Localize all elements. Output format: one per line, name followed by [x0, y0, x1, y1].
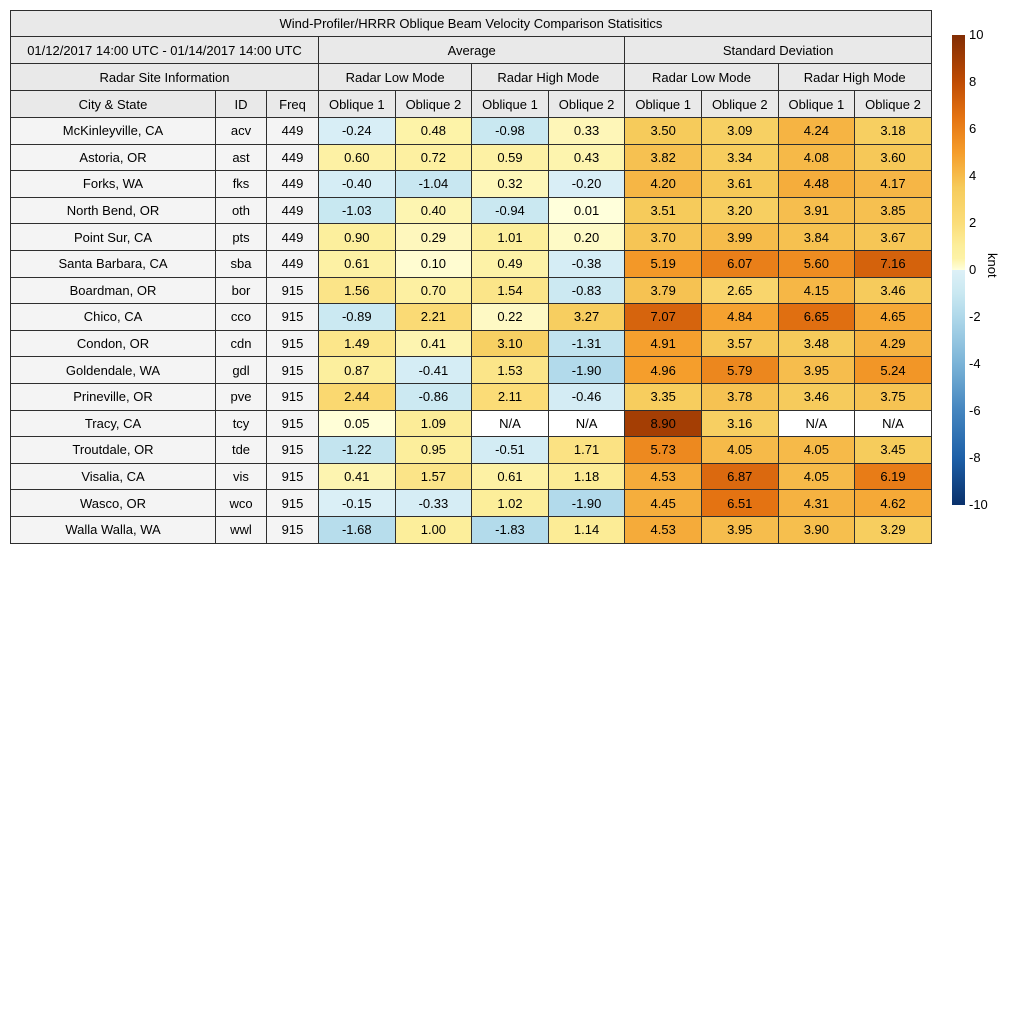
- value-cell: N/A: [778, 410, 855, 437]
- value-cell: 3.48: [778, 330, 855, 357]
- value-cell: 2.65: [701, 277, 778, 304]
- oblique-column-header: Oblique 1: [778, 91, 855, 118]
- table-row: [11, 516, 932, 543]
- period-cell: 01/12/2017 14:00 UTC - 01/14/2017 14:00 UTC: [11, 37, 319, 64]
- freq-cell: 449: [267, 171, 319, 198]
- value-cell: 5.24: [855, 357, 932, 384]
- mode-header-std-high: Radar High Mode: [778, 64, 931, 91]
- value-cell: -0.41: [395, 357, 472, 384]
- site-id-cell: cdn: [216, 330, 267, 357]
- value-cell: 5.19: [625, 250, 702, 277]
- value-cell: 3.50: [625, 118, 702, 145]
- value-cell: -1.22: [319, 437, 396, 464]
- site-id-cell: vis: [216, 463, 267, 490]
- group-header-average: Average: [319, 37, 625, 64]
- site-id-cell: pve: [216, 383, 267, 410]
- value-cell: 6.51: [701, 490, 778, 517]
- oblique-column-header: Oblique 2: [395, 91, 472, 118]
- value-cell: 2.44: [319, 383, 396, 410]
- value-cell: 3.60: [855, 144, 932, 171]
- value-cell: -0.38: [548, 250, 625, 277]
- freq-cell: 449: [267, 118, 319, 145]
- value-cell: 3.70: [625, 224, 702, 251]
- value-cell: 0.10: [395, 250, 472, 277]
- value-cell: -0.94: [472, 197, 549, 224]
- value-cell: 3.34: [701, 144, 778, 171]
- value-cell: 6.87: [701, 463, 778, 490]
- value-cell: -0.98: [472, 118, 549, 145]
- site-id-cell: acv: [216, 118, 267, 145]
- colorbar-gradient: [952, 35, 965, 505]
- value-cell: 0.01: [548, 197, 625, 224]
- colorbar: [952, 27, 1024, 512]
- value-cell: 0.48: [395, 118, 472, 145]
- value-cell: -1.90: [548, 357, 625, 384]
- value-cell: 3.20: [701, 197, 778, 224]
- value-cell: 3.75: [855, 383, 932, 410]
- city-state-cell: Point Sur, CA: [11, 224, 216, 251]
- value-cell: 1.14: [548, 516, 625, 543]
- value-cell: -0.46: [548, 383, 625, 410]
- site-id-cell: gdl: [216, 357, 267, 384]
- oblique-column-header: Oblique 1: [625, 91, 702, 118]
- value-cell: -1.31: [548, 330, 625, 357]
- value-cell: 0.29: [395, 224, 472, 251]
- value-cell: -0.40: [319, 171, 396, 198]
- value-cell: 0.20: [548, 224, 625, 251]
- value-cell: 4.29: [855, 330, 932, 357]
- city-state-cell: Astoria, OR: [11, 144, 216, 171]
- colorbar-tick-label: -4: [969, 356, 981, 371]
- value-cell: 6.19: [855, 463, 932, 490]
- value-cell: -1.68: [319, 516, 396, 543]
- freq-cell: 915: [267, 437, 319, 464]
- value-cell: -0.51: [472, 437, 549, 464]
- mode-header-std-low: Radar Low Mode: [625, 64, 778, 91]
- value-cell: 2.21: [395, 304, 472, 331]
- value-cell: 8.90: [625, 410, 702, 437]
- group-header-standard-deviation: Standard Deviation: [625, 37, 931, 64]
- value-cell: 4.31: [778, 490, 855, 517]
- table-row: [11, 197, 932, 224]
- table-row: [11, 437, 932, 464]
- city-state-cell: Chico, CA: [11, 304, 216, 331]
- radar-site-information-header: Radar Site Information: [11, 64, 319, 91]
- table-body: [11, 118, 932, 544]
- table-row: [11, 383, 932, 410]
- value-cell: 0.33: [548, 118, 625, 145]
- colorbar-unit-label: knot: [985, 253, 1000, 278]
- value-cell: 0.41: [319, 463, 396, 490]
- table-row: [11, 144, 932, 171]
- city-state-cell: Goldendale, WA: [11, 357, 216, 384]
- value-cell: 0.40: [395, 197, 472, 224]
- site-id-cell: tde: [216, 437, 267, 464]
- value-cell: 3.91: [778, 197, 855, 224]
- value-cell: 3.46: [855, 277, 932, 304]
- value-cell: 7.16: [855, 250, 932, 277]
- value-cell: -0.15: [319, 490, 396, 517]
- value-cell: 3.79: [625, 277, 702, 304]
- value-cell: 0.41: [395, 330, 472, 357]
- table-row: [11, 463, 932, 490]
- value-cell: 1.02: [472, 490, 549, 517]
- colorbar-tick-label: -2: [969, 309, 981, 324]
- value-cell: 3.90: [778, 516, 855, 543]
- freq-cell: 915: [267, 304, 319, 331]
- table-row: [11, 277, 932, 304]
- freq-cell: 915: [267, 357, 319, 384]
- freq-cell: 915: [267, 490, 319, 517]
- value-cell: 3.99: [701, 224, 778, 251]
- value-cell: 3.95: [778, 357, 855, 384]
- freq-column-header: Freq: [267, 91, 319, 118]
- group-header-row: [11, 37, 932, 64]
- table-row: [11, 118, 932, 145]
- value-cell: 3.84: [778, 224, 855, 251]
- table-row: [11, 490, 932, 517]
- site-id-cell: oth: [216, 197, 267, 224]
- value-cell: 3.85: [855, 197, 932, 224]
- value-cell: 0.95: [395, 437, 472, 464]
- colorbar-tick-label: 2: [969, 215, 977, 230]
- value-cell: 3.67: [855, 224, 932, 251]
- value-cell: 1.71: [548, 437, 625, 464]
- value-cell: -1.83: [472, 516, 549, 543]
- colorbar-tick-label: 6: [969, 121, 977, 136]
- value-cell: 5.73: [625, 437, 702, 464]
- colorbar-tick-label: 0: [969, 262, 977, 277]
- site-id-cell: wco: [216, 490, 267, 517]
- value-cell: 1.54: [472, 277, 549, 304]
- value-cell: 4.96: [625, 357, 702, 384]
- value-cell: 3.61: [701, 171, 778, 198]
- freq-cell: 449: [267, 197, 319, 224]
- value-cell: 3.29: [855, 516, 932, 543]
- value-cell: 4.24: [778, 118, 855, 145]
- value-cell: 0.60: [319, 144, 396, 171]
- value-cell: -1.04: [395, 171, 472, 198]
- city-state-cell: McKinleyville, CA: [11, 118, 216, 145]
- value-cell: 3.51: [625, 197, 702, 224]
- value-cell: 3.45: [855, 437, 932, 464]
- city-state-cell: Wasco, OR: [11, 490, 216, 517]
- value-cell: 3.95: [701, 516, 778, 543]
- table-row: [11, 171, 932, 198]
- table-row: [11, 330, 932, 357]
- value-cell: 1.00: [395, 516, 472, 543]
- site-id-cell: pts: [216, 224, 267, 251]
- value-cell: 3.10: [472, 330, 549, 357]
- value-cell: N/A: [548, 410, 625, 437]
- value-cell: -1.90: [548, 490, 625, 517]
- value-cell: 4.05: [701, 437, 778, 464]
- city-state-cell: Santa Barbara, CA: [11, 250, 216, 277]
- city-state-cell: Forks, WA: [11, 171, 216, 198]
- title-row: [11, 11, 932, 37]
- value-cell: 0.90: [319, 224, 396, 251]
- site-id-cell: tcy: [216, 410, 267, 437]
- site-id-cell: ast: [216, 144, 267, 171]
- freq-cell: 915: [267, 277, 319, 304]
- value-cell: 5.60: [778, 250, 855, 277]
- table-row: [11, 250, 932, 277]
- value-cell: 4.05: [778, 437, 855, 464]
- city-state-cell: Troutdale, OR: [11, 437, 216, 464]
- value-cell: N/A: [855, 410, 932, 437]
- value-cell: 0.32: [472, 171, 549, 198]
- freq-cell: 449: [267, 224, 319, 251]
- city-state-cell: Prineville, OR: [11, 383, 216, 410]
- value-cell: -0.24: [319, 118, 396, 145]
- value-cell: 4.45: [625, 490, 702, 517]
- oblique-column-header: Oblique 1: [472, 91, 549, 118]
- value-cell: 0.22: [472, 304, 549, 331]
- value-cell: 3.35: [625, 383, 702, 410]
- value-cell: 4.65: [855, 304, 932, 331]
- value-cell: 3.82: [625, 144, 702, 171]
- value-cell: 0.49: [472, 250, 549, 277]
- colorbar-tick-label: 4: [969, 168, 977, 183]
- value-cell: 0.59: [472, 144, 549, 171]
- value-cell: 3.46: [778, 383, 855, 410]
- city-state-cell: Walla Walla, WA: [11, 516, 216, 543]
- site-id-cell: bor: [216, 277, 267, 304]
- value-cell: 0.72: [395, 144, 472, 171]
- table-row: [11, 224, 932, 251]
- value-cell: 4.48: [778, 171, 855, 198]
- value-cell: -0.33: [395, 490, 472, 517]
- value-cell: 3.57: [701, 330, 778, 357]
- city-state-cell: Condon, OR: [11, 330, 216, 357]
- city-state-column-header: City & State: [11, 91, 216, 118]
- value-cell: 3.27: [548, 304, 625, 331]
- site-id-cell: fks: [216, 171, 267, 198]
- table-title: Wind-Profiler/HRRR Oblique Beam Velocity Comparison Statisitics: [11, 11, 932, 37]
- value-cell: -0.20: [548, 171, 625, 198]
- oblique-column-header: Oblique 2: [701, 91, 778, 118]
- city-state-cell: Boardman, OR: [11, 277, 216, 304]
- colorbar-tick-label: -10: [969, 497, 988, 512]
- value-cell: 0.87: [319, 357, 396, 384]
- value-cell: 4.62: [855, 490, 932, 517]
- value-cell: 1.56: [319, 277, 396, 304]
- city-state-cell: Tracy, CA: [11, 410, 216, 437]
- value-cell: -0.86: [395, 383, 472, 410]
- value-cell: 1.09: [395, 410, 472, 437]
- value-cell: 1.01: [472, 224, 549, 251]
- value-cell: -0.83: [548, 277, 625, 304]
- freq-cell: 915: [267, 516, 319, 543]
- value-cell: 0.70: [395, 277, 472, 304]
- mode-header-row: [11, 64, 932, 91]
- value-cell: 4.17: [855, 171, 932, 198]
- freq-cell: 449: [267, 250, 319, 277]
- city-state-cell: North Bend, OR: [11, 197, 216, 224]
- value-cell: 0.43: [548, 144, 625, 171]
- value-cell: 1.57: [395, 463, 472, 490]
- freq-cell: 915: [267, 410, 319, 437]
- value-cell: -1.03: [319, 197, 396, 224]
- freq-cell: 915: [267, 463, 319, 490]
- value-cell: 5.79: [701, 357, 778, 384]
- value-cell: 4.05: [778, 463, 855, 490]
- oblique-column-header: Oblique 2: [548, 91, 625, 118]
- value-cell: 1.53: [472, 357, 549, 384]
- city-state-cell: Visalia, CA: [11, 463, 216, 490]
- freq-cell: 449: [267, 144, 319, 171]
- freq-cell: 915: [267, 330, 319, 357]
- mode-header-avg-high: Radar High Mode: [472, 64, 625, 91]
- site-id-cell: sba: [216, 250, 267, 277]
- value-cell: 3.09: [701, 118, 778, 145]
- value-cell: 6.65: [778, 304, 855, 331]
- mode-header-avg-low: Radar Low Mode: [319, 64, 472, 91]
- value-cell: 4.53: [625, 463, 702, 490]
- value-cell: 1.49: [319, 330, 396, 357]
- value-cell: 7.07: [625, 304, 702, 331]
- value-cell: 2.11: [472, 383, 549, 410]
- freq-cell: 915: [267, 383, 319, 410]
- value-cell: 4.20: [625, 171, 702, 198]
- stats-table: [10, 10, 932, 544]
- id-column-header: ID: [216, 91, 267, 118]
- column-header-row: [11, 91, 932, 118]
- colorbar-tick-label: 10: [969, 27, 984, 42]
- site-id-cell: wwl: [216, 516, 267, 543]
- value-cell: 3.16: [701, 410, 778, 437]
- colorbar-tick-label: -6: [969, 403, 981, 418]
- value-cell: 4.15: [778, 277, 855, 304]
- value-cell: 0.05: [319, 410, 396, 437]
- table-row: [11, 357, 932, 384]
- value-cell: 4.91: [625, 330, 702, 357]
- value-cell: 4.84: [701, 304, 778, 331]
- value-cell: 6.07: [701, 250, 778, 277]
- table-row: [11, 304, 932, 331]
- value-cell: N/A: [472, 410, 549, 437]
- oblique-column-header: Oblique 2: [855, 91, 932, 118]
- value-cell: 0.61: [319, 250, 396, 277]
- oblique-column-header: Oblique 1: [319, 91, 396, 118]
- value-cell: 1.18: [548, 463, 625, 490]
- value-cell: 4.08: [778, 144, 855, 171]
- value-cell: 4.53: [625, 516, 702, 543]
- colorbar-tick-label: -8: [969, 450, 981, 465]
- site-id-cell: cco: [216, 304, 267, 331]
- value-cell: 3.18: [855, 118, 932, 145]
- value-cell: 0.61: [472, 463, 549, 490]
- value-cell: 3.78: [701, 383, 778, 410]
- value-cell: -0.89: [319, 304, 396, 331]
- table-row: [11, 410, 932, 437]
- colorbar-tick-label: 8: [969, 74, 977, 89]
